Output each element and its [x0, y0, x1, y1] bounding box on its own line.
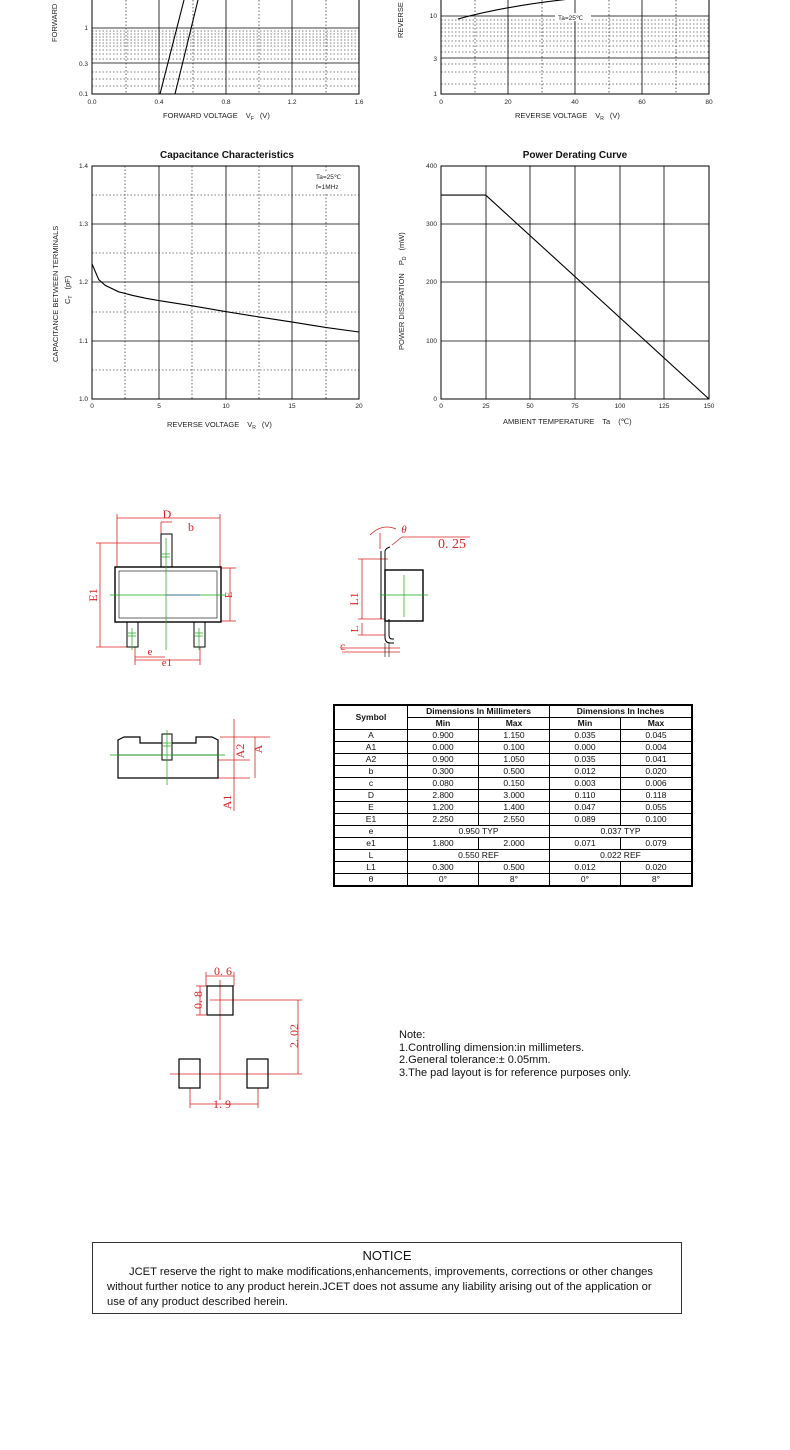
- ytick: 1.4: [78, 163, 88, 170]
- ytick: 3: [433, 56, 437, 63]
- table-row: [334, 802, 692, 814]
- note-block: [399, 1029, 631, 1079]
- table-cell: b: [334, 766, 408, 778]
- capacitance-title: Capacitance Characteristics: [160, 150, 294, 161]
- notice-box: [92, 1242, 682, 1314]
- ytick: 0.3: [78, 61, 88, 68]
- table-cell: 0.035: [550, 754, 621, 766]
- table-cell: 0.071: [550, 838, 621, 850]
- xtick: 125: [658, 403, 670, 410]
- table-cell: 0.100: [621, 814, 693, 826]
- xtick: 50: [526, 403, 534, 410]
- table-cell: 0.055: [621, 802, 693, 814]
- derating-xlabel: AMBIENT TEMPERATURE Ta (℃): [503, 417, 632, 426]
- capacitance-annotation-temp: Ta=25℃: [316, 174, 342, 181]
- table-cell: E: [334, 802, 408, 814]
- table-cell: 0.300: [408, 862, 479, 874]
- col-max: Max: [621, 718, 693, 730]
- col-mm: Dimensions In Millimeters: [408, 705, 550, 718]
- derating-ylabel: POWER $DISSIPATIONP_D(mW)$: [397, 232, 408, 350]
- dim-L1-label: L1: [347, 592, 361, 606]
- table-cell: 0.150: [479, 778, 550, 790]
- dim-e-label: e: [147, 646, 153, 658]
- table-cell: E1: [334, 814, 408, 826]
- dim-L-label: L: [349, 625, 361, 633]
- table-cell: 1.200: [408, 802, 479, 814]
- dim-e1-label: e1: [161, 657, 173, 669]
- table-cell: 8°: [621, 874, 693, 887]
- note-line: 3.The pad layout is for reference purposes only.: [399, 1066, 632, 1079]
- table-cell: 0.020: [621, 862, 693, 874]
- xtick: 80: [705, 99, 713, 106]
- table-cell: 2.550: [479, 814, 550, 826]
- table-cell: 0.900: [408, 730, 479, 742]
- table-row: [334, 778, 692, 790]
- ytick: 1.1: [78, 338, 88, 345]
- table-cell: 0.300: [408, 766, 479, 778]
- dim-c-label: c: [340, 639, 346, 653]
- table-cell: 0.020: [621, 766, 693, 778]
- xtick: 20: [355, 403, 363, 410]
- ytick: 1.2: [78, 279, 88, 286]
- xtick: 5: [157, 403, 161, 410]
- table-row: [334, 850, 692, 862]
- forward-ylabel: FORWARD: [50, 3, 59, 42]
- ytick: 0: [433, 396, 437, 403]
- table-cell: 0.550 REF: [408, 850, 550, 862]
- ytick: 10: [429, 13, 437, 20]
- col-inches: Dimensions In Inches: [550, 705, 693, 718]
- notice-body: JCET reserve the right to make modifications,enhancements, improvements, corrections or other changes without further notice to any product herein.JCET does not assume any liability arising out of the application or use of any product described herein.: [107, 1266, 653, 1308]
- xtick: 0: [439, 99, 443, 106]
- xtick: 10: [222, 403, 230, 410]
- pad-pitch-v-label: 2. 02: [287, 1024, 301, 1048]
- table-cell: 0.000: [408, 742, 479, 754]
- col-min: Min: [550, 718, 621, 730]
- table-row: [334, 826, 692, 838]
- package-side-view: [330, 515, 490, 665]
- col-symbol: Symbol: [334, 705, 408, 730]
- table-cell: 0.500: [479, 766, 550, 778]
- table-row: [334, 742, 692, 754]
- table-cell: 0.012: [550, 766, 621, 778]
- pad-width-label: 0. 6: [214, 964, 232, 978]
- table-cell: 1.400: [479, 802, 550, 814]
- reverse-xlabel: REVERSE VOLTAGE $V_R$ (V): [515, 111, 620, 122]
- forward-xlabel: FORWARD VOLTAGE $V_F$ (V): [163, 111, 270, 122]
- table-cell: 0.035: [550, 730, 621, 742]
- table-cell: 0.000: [550, 742, 621, 754]
- table-cell: 2.250: [408, 814, 479, 826]
- table-cell: 0.004: [621, 742, 693, 754]
- xtick: 15: [288, 403, 296, 410]
- xtick: 150: [703, 403, 715, 410]
- table-cell: 3.000: [479, 790, 550, 802]
- xtick: 0.0: [87, 99, 97, 106]
- table-cell: 0.006: [621, 778, 693, 790]
- pad-height-label: 0. 8: [191, 991, 205, 1009]
- table-cell: 0.079: [621, 838, 693, 850]
- table-cell: 0.089: [550, 814, 621, 826]
- table-cell: 0.022 REF: [550, 850, 693, 862]
- table-cell: 0.100: [479, 742, 550, 754]
- capacitance-series-line: [92, 264, 359, 332]
- table-cell: 0.003: [550, 778, 621, 790]
- xtick: 60: [638, 99, 646, 106]
- table-cell: 0.041: [621, 754, 693, 766]
- table-cell: 0.045: [621, 730, 693, 742]
- package-top-view: [80, 500, 260, 680]
- dim-E-label: E: [224, 591, 235, 599]
- table-row: [334, 766, 692, 778]
- table-cell: e: [334, 826, 408, 838]
- derating-title: Power Derating Curve: [522, 150, 628, 161]
- dim-A1-label: A1: [220, 794, 234, 810]
- capacitance-chart: [0, 140, 395, 440]
- power-derating-chart: [395, 140, 790, 440]
- xtick: 100: [614, 403, 626, 410]
- table-cell: c: [334, 778, 408, 790]
- table-row: [334, 838, 692, 850]
- reverse-ylabel: REVERSE: [396, 2, 405, 38]
- xtick: 25: [482, 403, 490, 410]
- table-cell: 0.080: [408, 778, 479, 790]
- col-max: Max: [479, 718, 550, 730]
- xtick: 20: [504, 99, 512, 106]
- table-cell: L: [334, 850, 408, 862]
- table-cell: 0.012: [550, 862, 621, 874]
- table-cell: 1.150: [479, 730, 550, 742]
- table-cell: 8°: [479, 874, 550, 887]
- col-min: Min: [408, 718, 479, 730]
- xtick: 0: [90, 403, 94, 410]
- table-cell: 0°: [408, 874, 479, 887]
- table-cell: e1: [334, 838, 408, 850]
- xtick: 75: [571, 403, 579, 410]
- ytick: 200: [426, 279, 437, 286]
- table-row: [334, 790, 692, 802]
- ytick: 1.0: [78, 396, 88, 403]
- forward-voltage-chart: [0, 0, 395, 130]
- dim-E1-label: E1: [86, 588, 100, 602]
- ytick: 400: [426, 163, 437, 170]
- pad-pitch-h-label: 1. 9: [213, 1097, 231, 1111]
- table-row: [334, 730, 692, 742]
- ytick: 300: [426, 221, 437, 228]
- capacitance-annotation-freq: f=1MHz: [316, 184, 339, 191]
- xtick: 1.6: [354, 99, 364, 106]
- reverse-current-chart: [395, 0, 790, 130]
- dim-A-label: A: [251, 744, 265, 754]
- table-cell: 0.500: [479, 862, 550, 874]
- note-line: 2.General tolerance:± 0.05mm.: [399, 1054, 551, 1066]
- capacitance-xlabel: REVERSE VOLTAGE $V_R$ (V): [167, 420, 272, 431]
- notice-title: NOTICE: [362, 1248, 412, 1263]
- table-cell: 1.800: [408, 838, 479, 850]
- table-cell: A2: [334, 754, 408, 766]
- dim-b-label: b: [188, 520, 194, 534]
- table-row: [334, 754, 692, 766]
- xtick: 0.8: [221, 99, 231, 106]
- table-cell: θ: [334, 874, 408, 887]
- table-cell: 0.110: [550, 790, 621, 802]
- xtick: 0: [439, 403, 443, 410]
- table-cell: 2.000: [479, 838, 550, 850]
- table-row: [334, 862, 692, 874]
- table-cell: 0.118: [621, 790, 693, 802]
- dim-D-label: D: [162, 507, 172, 521]
- table-cell: 0.047: [550, 802, 621, 814]
- ytick: 1.3: [78, 221, 88, 228]
- table-row: [334, 814, 692, 826]
- table-cell: 0°: [550, 874, 621, 887]
- table-cell: 0.037 TYP: [550, 826, 693, 838]
- note-title: Note:: [399, 1029, 426, 1041]
- ytick: 100: [426, 338, 437, 345]
- table-cell: 0.950 TYP: [408, 826, 550, 838]
- pad-layout: [170, 960, 320, 1115]
- xtick: 0.4: [154, 99, 164, 106]
- table-row: [334, 874, 692, 887]
- package-front-view: [110, 715, 280, 815]
- dim-theta-label: θ: [401, 524, 407, 536]
- xtick: 40: [571, 99, 579, 106]
- capacitance-ylabel-1: CAPACITANCE BETWEEN TERMINALS: [51, 225, 60, 362]
- table-cell: 1.050: [479, 754, 550, 766]
- dim-A2-label: A2: [233, 743, 247, 759]
- reverse-annotation: Ta=25℃: [558, 15, 584, 22]
- xtick: 1.2: [287, 99, 297, 106]
- ytick: 0.1: [78, 91, 88, 98]
- ytick: 1: [433, 91, 437, 98]
- table-cell: A: [334, 730, 408, 742]
- dimensions-table: [333, 704, 693, 887]
- table-cell: 0.900: [408, 754, 479, 766]
- table-cell: L1: [334, 862, 408, 874]
- table-cell: 2.800: [408, 790, 479, 802]
- table-cell: D: [334, 790, 408, 802]
- note-line: 1.Controlling dimension:in millimeters.: [399, 1041, 585, 1054]
- capacitance-ylabel-2: $C_T(pF)$: [63, 275, 74, 304]
- ytick: 1: [84, 25, 88, 32]
- dim-025-label: 0. 25: [438, 537, 466, 552]
- table-cell: A1: [334, 742, 408, 754]
